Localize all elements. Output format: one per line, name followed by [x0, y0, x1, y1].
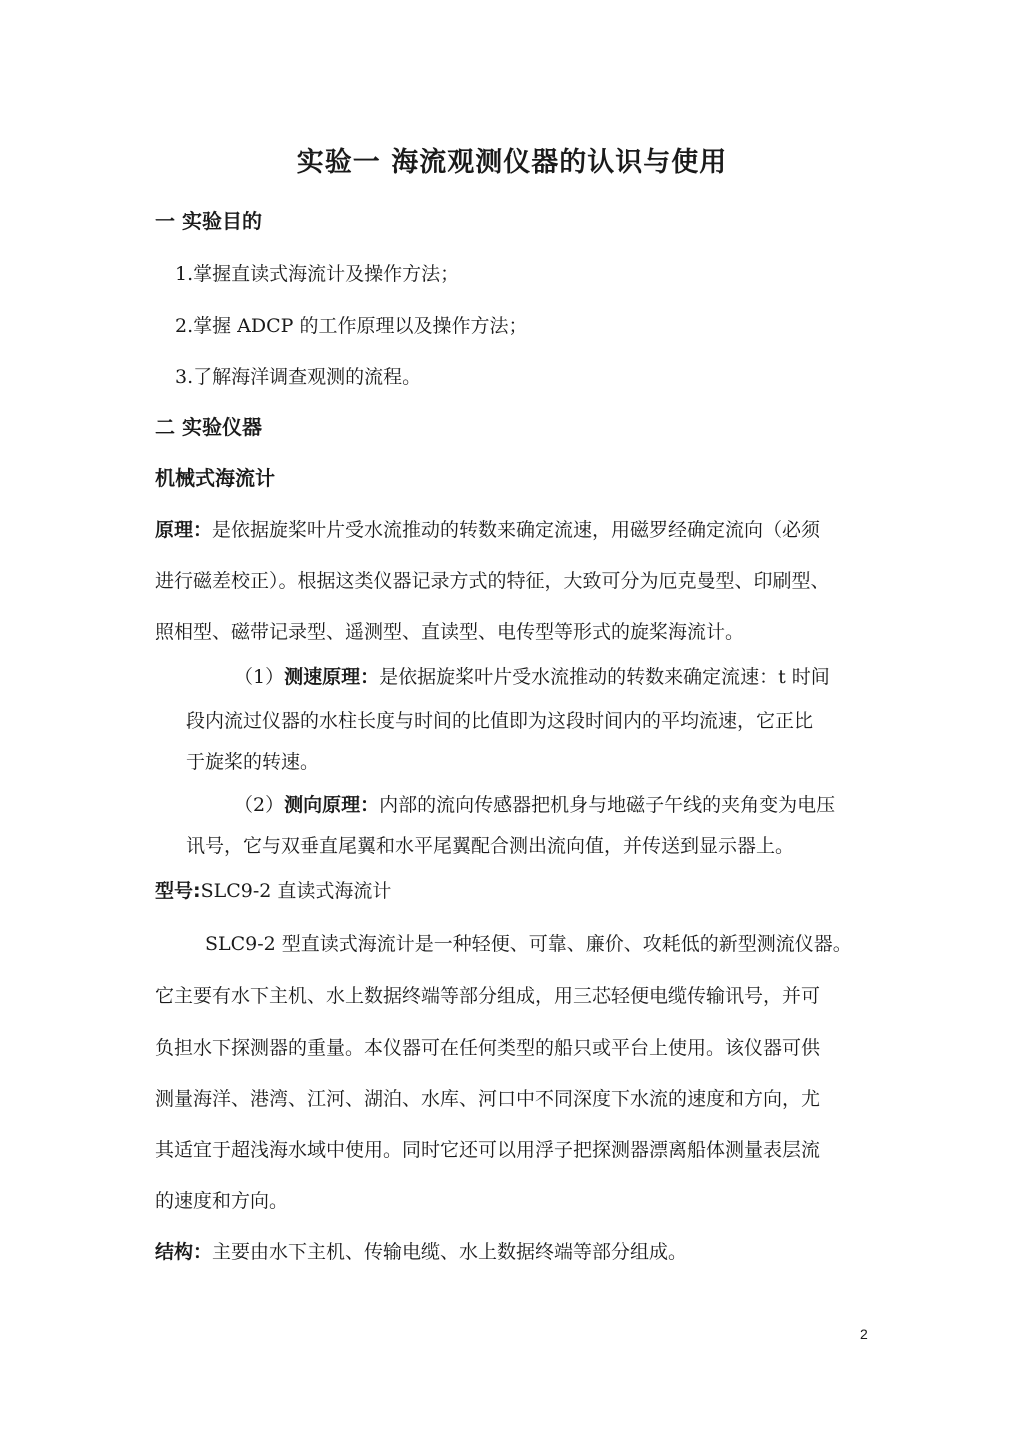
principle-line-2: 进行磁差校正）。根据这类仪器记录方式的特征，大致可分为厄克曼型、印刷型、	[155, 570, 830, 592]
description-line-2: 它主要有水下主机、水上数据终端等部分组成，用三芯轻便电缆传输讯号，并可	[155, 985, 821, 1007]
purpose-item-2: 2.掌握 ADCP 的工作原理以及操作方法；	[175, 315, 528, 337]
model-value: SLC9-2 直读式海流计	[200, 880, 392, 902]
description-line-1: SLC9-2 型直读式海流计是一种轻便、可靠、廉价、攻耗低的新型测流仪器。	[205, 933, 852, 955]
page-number: 2	[860, 1326, 868, 1342]
speed-text-1: 是依据旋桨叶片受水流推动的转数来确定流速：t 时间	[379, 666, 830, 688]
structure-value: 主要由水下主机、传输电缆、水上数据终端等部分组成。	[212, 1241, 688, 1263]
principle-label: 原理：	[155, 519, 213, 541]
direction-prefix: （2）	[234, 794, 285, 816]
direction-text-1: 内部的流向传感器把机身与地磁子午线的夹角变为电压	[379, 794, 836, 816]
speed-label: 测速原理：	[284, 666, 380, 688]
principle-line-3: 照相型、磁带记录型、遥测型、直读型、电传型等形式的旋桨海流计。	[155, 621, 745, 643]
speed-prefix: （1）	[234, 666, 285, 688]
page-title: 实验一 海流观测仪器的认识与使用	[296, 147, 728, 178]
description-line-6: 的速度和方向。	[155, 1190, 289, 1212]
principle-line-1	[155, 515, 820, 542]
direction-line-1	[234, 790, 835, 817]
principle-text-1: 是依据旋桨叶片受水流推动的转数来确定流速，用磁罗经确定流向（必须	[212, 519, 821, 541]
subheading-mechanical-current-meter: 机械式海流计	[155, 466, 275, 490]
section-heading-purpose: 一 实验目的	[155, 209, 262, 233]
speed-line-1	[234, 662, 830, 689]
direction-line-2: 讯号，它与双垂直尾翼和水平尾翼配合测出流向值，并传送到显示器上。	[186, 835, 795, 857]
section-heading-instruments: 二 实验仪器	[155, 415, 262, 439]
purpose-item-1: 1.掌握直读式海流计及操作方法；	[175, 263, 460, 285]
description-line-3: 负担水下探测器的重量。本仪器可在任何类型的船只或平台上使用。该仪器可供	[155, 1037, 821, 1059]
description-line-4: 测量海洋、港湾、江河、湖泊、水库、河口中不同深度下水流的速度和方向，尤	[155, 1088, 821, 1110]
model-line	[155, 876, 391, 903]
speed-line-2: 段内流过仪器的水柱长度与时间的比值即为这段时间内的平均流速，它正比	[186, 710, 814, 732]
purpose-item-3: 3.了解海洋调查观测的流程。	[175, 366, 422, 388]
structure-label: 结构：	[155, 1241, 213, 1263]
description-line-5: 其适宜于超浅海水域中使用。同时它还可以用浮子把探测器漂离船体测量表层流	[155, 1139, 821, 1161]
speed-line-3: 于旋桨的转速。	[186, 751, 320, 773]
structure-line	[155, 1237, 687, 1264]
direction-label: 测向原理：	[284, 794, 380, 816]
model-label: 型号:	[155, 880, 201, 902]
